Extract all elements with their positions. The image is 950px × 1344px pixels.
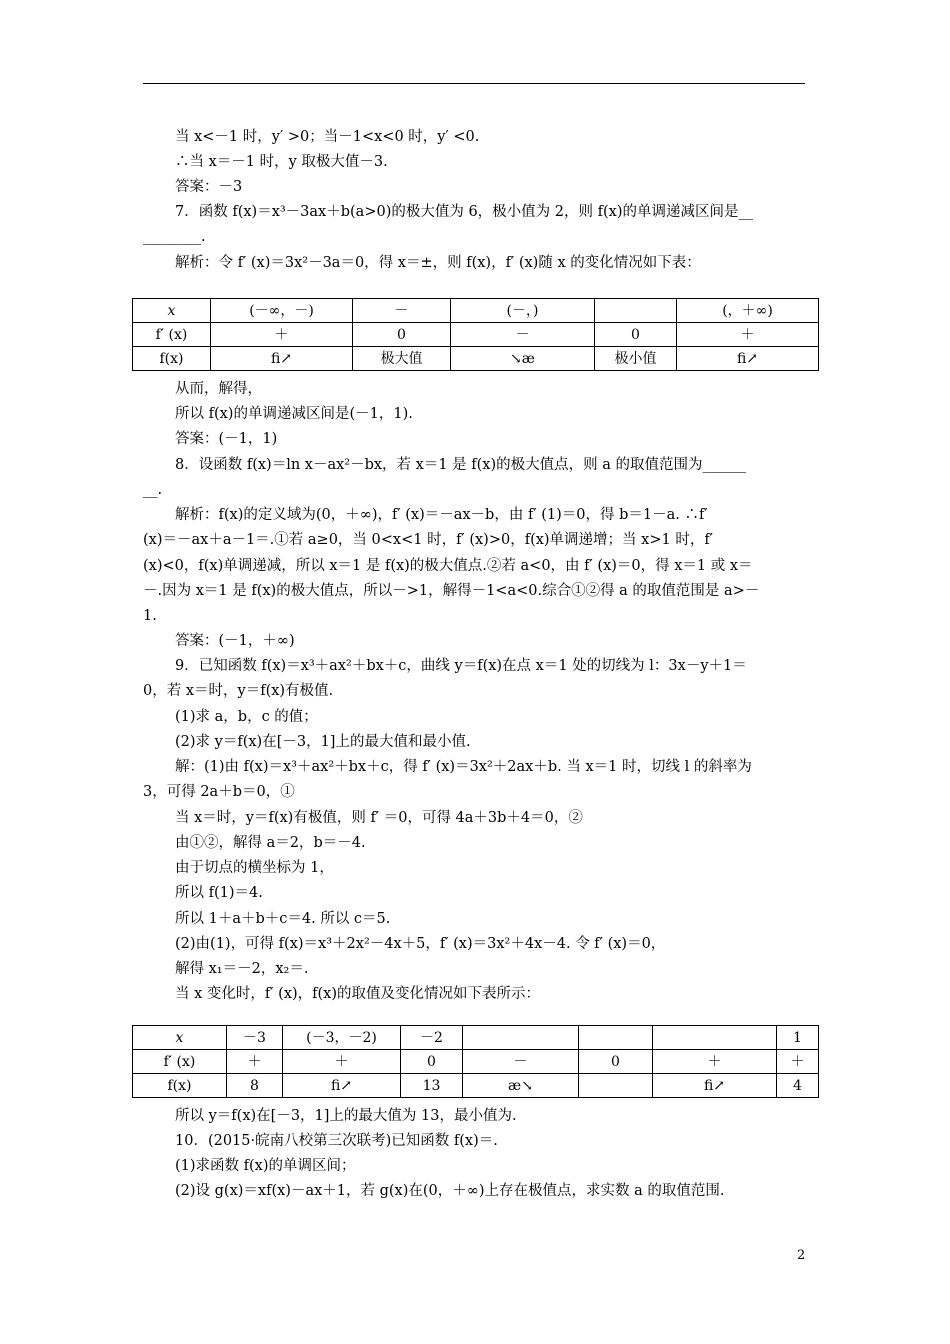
text-line: 当 x<－1 时，y′ >0；当－1<x<0 时，y′ <0. (175, 129, 480, 145)
table-cell: 1 (777, 1026, 819, 1050)
text-line: 解得 x₁＝－2，x₂＝. (175, 961, 309, 977)
text-line: 所以 f(x)的单调递减区间是(－1，1). (175, 406, 413, 422)
text-line: (2)求 y＝f(x)在[－3，1]上的最大值和最小值. (175, 734, 471, 750)
table-cell: 0 (595, 323, 677, 347)
table-cell: 13 (401, 1074, 463, 1098)
variation-table-2 (132, 1025, 819, 1098)
text-line: 从而，解得， (175, 381, 262, 397)
table-cell: ＋ (677, 323, 819, 347)
table-cell (653, 1026, 777, 1050)
table-cell: f(x) (133, 1074, 227, 1098)
text-line: 所以 1＋a＋b＋c＝4. 所以 c＝5. (175, 911, 391, 927)
question-10: 10．(2015·皖南八校第三次联考)已知函数 f(x)＝. (175, 1133, 498, 1149)
text-line: 答案：(－1，1) (175, 431, 278, 447)
table-cell: ＋ (777, 1050, 819, 1074)
text-line: (x)<0，f(x)单调递减，所以 x＝1 是 f(x)的极大值点.②若 a<0，由 f′ (x)＝0，得 x＝1 或 x＝ (143, 558, 753, 574)
table-row (133, 1074, 819, 1098)
table-cell: 4 (777, 1074, 819, 1098)
text-line: 由①②，解得 a＝2，b＝－4. (175, 835, 366, 851)
table-cell: f′ (x) (133, 1050, 227, 1074)
table-cell: ＋ (227, 1050, 283, 1074)
text-line: (1)求函数 f(x)的单调区间； (175, 1158, 356, 1174)
text-line: 解析：令 f′ (x)＝3x²－3a＝0，得 x＝±，则 f(x)，f′ (x)随 x 的变化情况如下表： (175, 255, 701, 271)
text-line: 答案：－3 (175, 179, 243, 195)
text-line: 答案：(－1，＋∞) (175, 633, 295, 649)
table-cell: － (353, 299, 451, 323)
text-line: 解：(1)由 f(x)＝x³＋ax²＋bx＋c，得 f′ (x)＝3x²＋2ax＋b. 当 x＝1 时，切线 l 的斜率为 (175, 759, 752, 775)
table-cell: 0 (401, 1050, 463, 1074)
table-cell: ﬁ↗ (653, 1074, 777, 1098)
table-cell: ＋ (653, 1050, 777, 1074)
table-cell (595, 299, 677, 323)
page-number: 2 (797, 1248, 806, 1263)
table-cell: x (133, 1026, 227, 1050)
table-cell: ﬁ↗ (283, 1074, 401, 1098)
table-cell: x (133, 299, 211, 323)
table-cell: (－∞，－) (211, 299, 353, 323)
table-row (133, 1026, 819, 1050)
question-9: 9．已知函数 f(x)＝x³＋ax²＋bx＋c，曲线 y＝f(x)在点 x＝1 处的切线为 l：3x－y＋1＝ (175, 658, 747, 674)
text-line: (2)设 g(x)＝xf(x)－ax＋1，若 g(x)在(0，＋∞)上存在极值点，求实数 a 的取值范围. (175, 1183, 725, 1199)
table-cell: (－3，－2) (283, 1026, 401, 1050)
text-line: 解析：f(x)的定义域为(0，＋∞)，f′ (x)＝－ax－b，由 f′ (1)＝0，得 b＝1－a. ∴f′ (175, 507, 708, 523)
text-line: －.因为 x＝1 是 f(x)的极大值点，所以－>1，解得－1<a<0.综合①②得 a 的取值范围是 a>－ (143, 583, 760, 599)
header-rule (143, 83, 805, 84)
table-row (133, 299, 819, 323)
text-line: 当 x 变化时，f′ (x)，f(x)的取值及变化情况如下表所示： (175, 986, 541, 1002)
text-line: __. (143, 482, 163, 498)
table-cell: － (463, 1050, 579, 1074)
text-line: 所以 f(1)＝4. (175, 885, 263, 901)
text-line: 3，可得 2a＋b＝0，① (143, 784, 295, 800)
table-row (133, 347, 819, 371)
table-cell: ﬁ↗ (211, 347, 353, 371)
text-line: 当 x＝时，y＝f(x)有极值，则 f′ ＝0，可得 4a＋3b＋4＝0，② (175, 810, 583, 826)
table-cell: 极大值 (353, 347, 451, 371)
table-cell: －3 (227, 1026, 283, 1050)
table-cell: 8 (227, 1074, 283, 1098)
table-row (133, 1050, 819, 1074)
text-line: 所以 y＝f(x)在[－3，1]上的最大值为 13，最小值为. (175, 1108, 517, 1124)
table-cell: (，＋∞) (677, 299, 819, 323)
text-line: ________. (143, 229, 206, 245)
table-cell: 0 (353, 323, 451, 347)
table-cell: (－，) (451, 299, 595, 323)
question-8: 8．设函数 f(x)＝ln x－ax²－bx，若 x＝1 是 f(x)的极大值点，则 a 的取值范围为______ (175, 457, 746, 473)
question-7: 7．函数 f(x)＝x³－3ax＋b(a>0)的极大值为 6，极小值为 2，则 f(x)的单调递减区间是__ (175, 204, 753, 220)
table-cell: f(x) (133, 347, 211, 371)
table-cell: ↘æ (451, 347, 595, 371)
table-cell: －2 (401, 1026, 463, 1050)
table-cell: 0 (579, 1050, 653, 1074)
table-cell: f′ (x) (133, 323, 211, 347)
table-cell (579, 1026, 653, 1050)
table-cell (579, 1074, 653, 1098)
text-line: 0，若 x＝时，y＝f(x)有极值. (143, 683, 334, 699)
text-line: ∴当 x＝－1 时，y 取极大值－3. (175, 154, 388, 170)
text-line: (x)＝－ax＋a－1＝.①若 a≥0，当 0<x<1 时，f′ (x)>0，f(x)单调递增；当 x>1 时，f′ (143, 532, 713, 548)
table-cell (463, 1026, 579, 1050)
text-line: 由于切点的横坐标为 1， (175, 860, 334, 876)
text-line: (1)求 a，b，c 的值； (175, 709, 318, 725)
table-cell: 极小值 (595, 347, 677, 371)
table-cell: ＋ (283, 1050, 401, 1074)
table-cell: ＋ (211, 323, 353, 347)
table-row (133, 323, 819, 347)
variation-table-1 (132, 298, 819, 371)
text-line: (2)由(1)，可得 f(x)＝x³＋2x²－4x＋5，f′ (x)＝3x²＋4x－4. 令 f′ (x)＝0， (175, 936, 666, 952)
table-cell: － (451, 323, 595, 347)
table-cell: ﬁ↗ (677, 347, 819, 371)
table-cell: æ↘ (463, 1074, 579, 1098)
text-line: 1. (143, 608, 157, 624)
